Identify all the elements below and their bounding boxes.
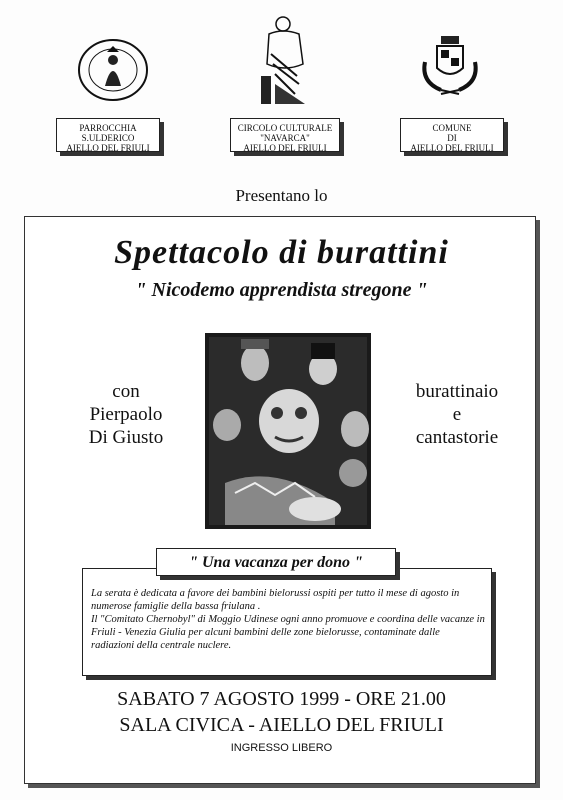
organizer-parish: [56, 118, 160, 152]
organizer-line: AIELLO DEL FRIULI: [410, 143, 494, 153]
role-block: [394, 380, 520, 449]
organizer-line: COMUNE: [432, 123, 472, 133]
organizer-line: AIELLO DEL FRIULI: [66, 143, 150, 153]
organizer-line: AIELLO DEL FRIULI: [243, 143, 327, 153]
entry-note: INGRESSO LIBERO: [230, 742, 333, 754]
organizer-line: "NAVARCA": [260, 133, 310, 143]
performer-con: con: [112, 381, 140, 402]
role-line: burattinaio: [415, 381, 499, 402]
organizer-line: PARROCCHIA: [79, 123, 137, 133]
performer-first-name: Pierpaolo: [89, 404, 163, 425]
description-paragraph: Il "Comitato Chernobyl" di Moggio Udinese ogni anno promuove e coordina delle vacanze in Friuli - Venezia Giulia per alcuni bambini delle zone bielorusse, contaminate dalle radiazioni della centrale nuclere.: [91, 614, 485, 651]
description-paragraph: La serata è dedicata a favore dei bambini bielorussi ospiti per tutto il mese di agosto in numerose famiglie della bassa friulana .: [91, 588, 460, 612]
bust-statue-icon: [255, 14, 313, 108]
organizer-comune: [400, 118, 504, 152]
performer-last-name: Di Giusto: [88, 427, 164, 448]
organizer-line: S.ULDERICO: [81, 133, 135, 143]
show-subtitle: " Nicodemo apprendista stregone ": [135, 279, 428, 301]
organizer-circolo: [230, 118, 340, 152]
show-title: Spettacolo di burattini: [114, 234, 449, 271]
parish-seal-icon: [77, 38, 149, 102]
presenting-text: Presentano lo: [235, 186, 328, 205]
event-venue: SALA CIVICA - AIELLO DEL FRIULI: [119, 714, 444, 736]
theme-banner: " Una vacanza per dono ": [156, 548, 396, 576]
role-line: e: [452, 404, 462, 425]
role-line: cantastorie: [415, 427, 499, 448]
organizer-line: CIRCOLO CULTURALE: [237, 123, 333, 133]
organizer-line: DI: [447, 133, 457, 143]
description-box: [82, 568, 492, 676]
event-date-time: SABATO 7 AGOSTO 1999 - ORE 21.00: [117, 688, 446, 710]
municipal-crest-icon: [417, 32, 483, 98]
performer-block: [70, 380, 182, 449]
puppets-photo: [205, 333, 371, 529]
